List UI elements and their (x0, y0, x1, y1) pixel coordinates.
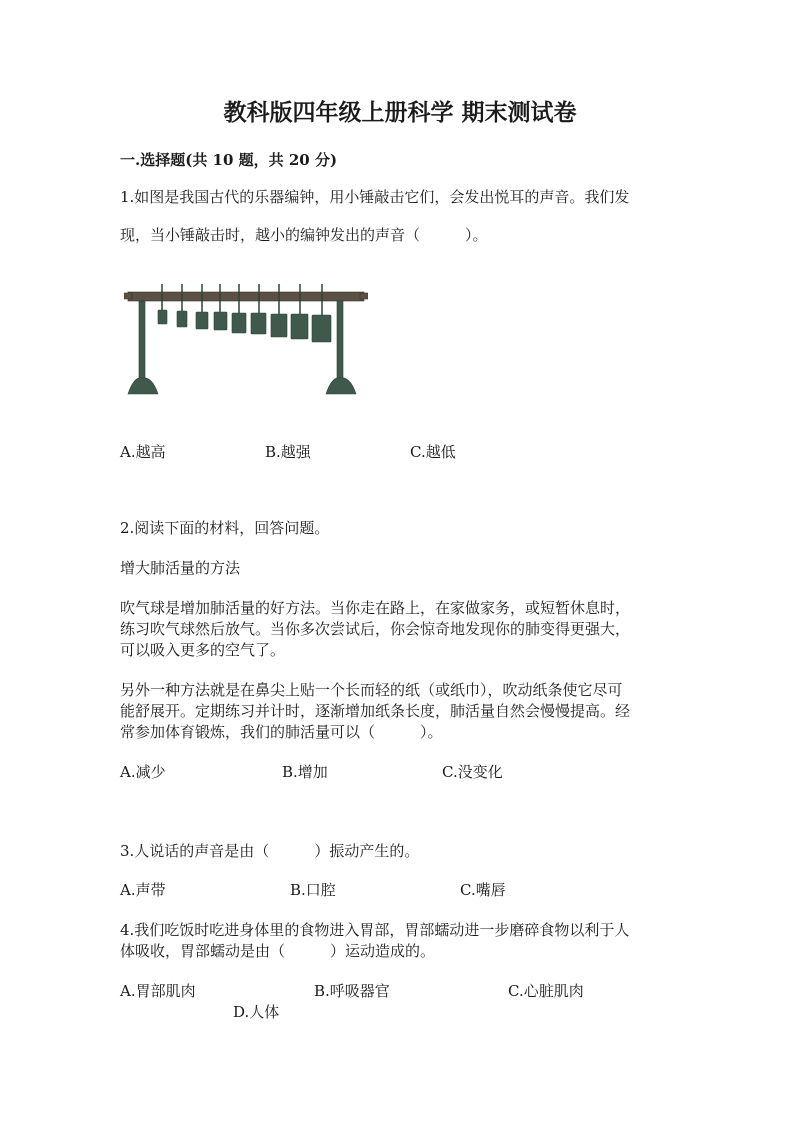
q1-stem-line1: 1.如图是我国古代的乐器编钟，用小锤敲击它们，会发出悦耳的声音。我们发 (120, 188, 630, 206)
q4-stem-line2: 体吸收，胃部蠕动是由（ ）运动造成的。 (120, 942, 436, 960)
q2-para2-line2: 能舒展开。定期练习并计时，逐渐增加纸条长度，肺活量自然会慢慢提高。经 (120, 702, 631, 720)
q2-option-b: B.增加 (282, 763, 328, 781)
q1-stem-line2: 现，当小锤敲击时，越小的编钟发出的声音（ ）。 (120, 226, 488, 244)
q3-option-b: B.口腔 (290, 881, 336, 899)
q4-option-b: B.呼吸器官 (314, 982, 390, 1000)
q2-passage-heading: 增大肺活量的方法 (120, 559, 241, 577)
q1-option-b: B.越强 (265, 443, 311, 461)
q3-stem: 3.人说话的声音是由（ ）振动产生的。 (120, 842, 420, 860)
q2-option-c: C.没变化 (442, 763, 503, 781)
q4-option-c: C.心脏肌肉 (508, 982, 584, 1000)
q2-para2-line3: 常参加体育锻炼，我们的肺活量可以（ ）。 (120, 723, 443, 741)
q2-option-a: A.减少 (120, 763, 166, 781)
q4-option-d: D.人体 (233, 1003, 280, 1021)
q2-para1-line3: 可以吸入更多的空气了。 (120, 641, 286, 659)
q3-option-a: A.声带 (120, 881, 166, 899)
q2-stem: 2.阅读下面的材料，回答问题。 (120, 519, 330, 537)
q2-para1-line2: 练习吹气球然后放气。当你多次尝试后，你会惊奇地发现你的肺变得更强大， (120, 620, 631, 638)
q2-para2-line1: 另外一种方法就是在鼻尖上贴一个长而轻的纸（或纸巾），吹动纸条使它尽可 (120, 681, 623, 699)
q1-option-c: C.越低 (410, 443, 456, 461)
q1-option-a: A.越高 (120, 443, 166, 461)
q2-para1-line1: 吹气球是增加肺活量的好方法。当你走在路上，在家做家务，或短暂休息时， (120, 599, 631, 617)
section-heading: 一.选择题(共 10 题，共 20 分) (120, 151, 338, 169)
q3-option-c: C.嘴唇 (460, 881, 506, 899)
bianzhong-bells-image (124, 278, 368, 402)
page-title: 教科版四年级上册科学 期末测试卷 (223, 99, 577, 126)
q4-stem-line1: 4.我们吃饭时吃进身体里的食物进入胃部，胃部蠕动进一步磨碎食物以利于人 (120, 921, 630, 939)
q4-option-a: A.胃部肌肉 (120, 982, 196, 1000)
